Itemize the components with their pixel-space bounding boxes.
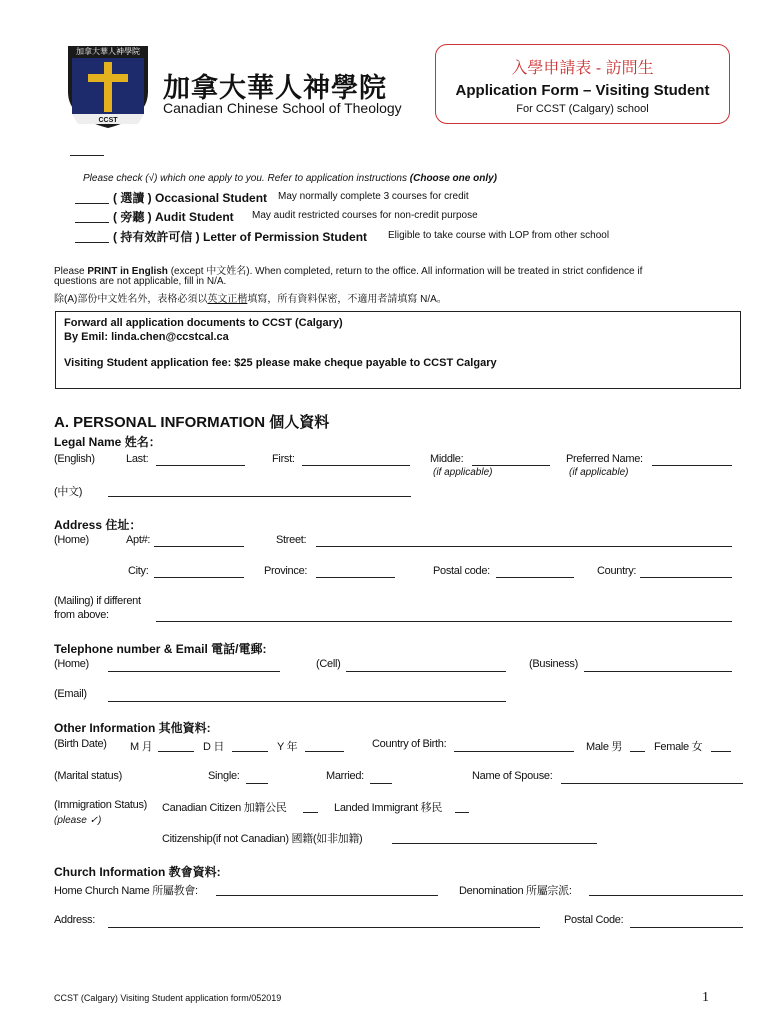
other-info-heading: Other Information 其他資料: [54,721,211,735]
street-label: Street: [276,534,307,546]
footer-form-id: CCST (Calgary) Visiting Student application form/052019 [54,993,282,1003]
birth-year-field[interactable] [305,751,344,752]
country-label: Country: [597,565,637,577]
phone-home-label: (Home) [54,658,89,670]
occasional-label: ( 選讀 ) Occasional Student [113,191,268,205]
mailing-address-field[interactable] [156,621,732,622]
spouse-label: Name of Spouse: [472,770,553,782]
form-title-box [435,44,730,124]
audit-checkbox-line[interactable] [75,222,109,223]
email-contact: By Emil: linda.chen@ccstcal.ca [64,331,229,343]
logo-banner: CCST [98,117,118,124]
citizen-label: Canadian Citizen 加籍公民 [162,802,287,814]
female-label: Female 女 [654,741,703,753]
citizenship-label: Citizenship(if not Canadian) 國籍(如非加籍) [162,833,363,845]
province-label: Province: [264,565,308,577]
occasional-checkbox-line[interactable] [75,203,109,204]
landed-label: Landed Immigrant 移民 [334,802,443,814]
logo-text: 加拿大華人神學院 [76,47,140,56]
country-field[interactable] [640,577,732,578]
married-checkbox[interactable] [370,783,392,784]
church-postal-field[interactable] [630,927,743,928]
male-checkbox[interactable] [630,751,645,752]
school-name-zh: 加拿大華人神學院 [163,73,387,103]
notice-line1: Please PRINT in English (except 中文姓名). When completed, return to the office. All information will be treated in strict confidence if [54,266,643,277]
occasional-desc: May normally complete 3 courses for credit [278,191,469,202]
church-address-field[interactable] [108,927,540,928]
month-label: M 月 [130,741,153,753]
school-name-en: Canadian Chinese School of Theology [163,100,402,116]
if-applicable-middle: (if applicable) [433,467,493,478]
audit-desc: May audit restricted courses for non-credit purpose [252,210,478,221]
email-field[interactable] [108,701,506,702]
if-applicable-preferred: (if applicable) [569,467,629,478]
landed-checkbox[interactable] [455,812,469,813]
birth-day-field[interactable] [232,751,268,752]
city-label: City: [128,565,149,577]
form-title-zh: 入學申請表 - 訪問生 [511,60,654,77]
denomination-field[interactable] [589,895,743,896]
home-phone-field[interactable] [108,671,280,672]
spouse-name-field[interactable] [561,783,743,784]
single-label: Single: [208,770,240,782]
province-field[interactable] [316,577,395,578]
lop-checkbox-line[interactable] [75,242,109,243]
preferred-name-field[interactable] [652,465,732,466]
last-label: Last: [126,453,149,465]
apt-label: Apt#: [126,534,151,546]
home-church-label: Home Church Name 所屬教會: [54,885,198,897]
year-label: Y 年 [277,741,298,753]
form-title-sub: For CCST (Calgary) school [516,103,649,115]
male-label: Male 男 [586,741,623,753]
lop-desc: Eligible to take course with LOP from other school [388,230,610,241]
country-of-birth-field[interactable] [454,751,574,752]
lop-label: ( 持有效許可信 ) Letter of Permission Student [113,230,368,244]
last-name-field[interactable] [156,465,245,466]
phone-heading: Telephone number & Email 電話/電郵: [54,642,267,656]
apt-field[interactable] [154,546,244,547]
cell-phone-field[interactable] [346,671,506,672]
church-heading: Church Information 教會資料: [54,865,221,879]
postal-field[interactable] [496,577,574,578]
blank-line [70,155,104,156]
form-title-en: Application Form – Visiting Student [455,82,710,99]
church-address-label: Address: [54,914,96,926]
denomination-label: Denomination 所屬宗派: [459,885,572,897]
home-church-field[interactable] [216,895,438,896]
citizenship-field[interactable] [392,843,597,844]
church-postal-label: Postal Code: [564,914,624,926]
notice-line2: questions are not applicable, fill in N/A. [54,276,227,287]
school-logo [66,44,150,128]
address-heading: Address 住址： [54,518,142,532]
cell-label: (Cell) [316,658,341,670]
mailing-label-2: from above: [54,609,109,621]
page-number: 1 [702,990,709,1005]
birth-date-label: (Birth Date) [54,738,107,750]
first-name-field[interactable] [302,465,410,466]
first-label: First: [272,453,295,465]
birth-month-field[interactable] [158,751,194,752]
business-phone-field[interactable] [584,671,732,672]
english-label: (English) [54,453,95,465]
postal-label: Postal code: [433,565,490,577]
immigration-status-label: (Immigration Status) [54,799,148,811]
chinese-name-field[interactable] [108,496,411,497]
street-field[interactable] [316,546,732,547]
middle-name-field[interactable] [472,465,550,466]
middle-label: Middle: [430,453,464,465]
preferred-label: Preferred Name: [566,453,643,465]
forward-docs: Forward all application documents to CCST (Calgary) [64,317,343,329]
submission-info-box [55,311,741,389]
email-label: (Email) [54,688,87,700]
day-label: D 日 [203,741,225,753]
section-a-heading: A. PERSONAL INFORMATION 個人資料 [54,414,330,431]
business-label: (Business) [529,658,578,670]
fee-info: Visiting Student application fee: $25 please make cheque payable to CCST Calgary [64,357,497,369]
legal-name-heading: Legal Name 姓名： [54,435,161,449]
notice-line3: 除(A)部份中文姓名外，表格必須以英文正楷填寫，所有資料保密，不適用者請填寫 N/A。 [54,294,447,305]
female-checkbox[interactable] [711,751,731,752]
citizen-checkbox[interactable] [303,812,318,813]
mailing-label-1: (Mailing) if different [54,595,141,607]
category-instruction: Please check (√) which one apply to you. Refer to application instructions (Choose one only) [83,173,498,184]
audit-label: ( 旁聽 ) Audit Student [113,210,234,224]
country-of-birth-label: Country of Birth: [372,738,447,750]
chinese-label: (中文) [54,486,83,498]
please-check-label: (please ✓) [54,815,102,826]
single-checkbox[interactable] [246,783,268,784]
married-label: Married: [326,770,364,782]
city-field[interactable] [154,577,244,578]
home-label: (Home) [54,534,89,546]
marital-status-label: (Marital status) [54,770,122,782]
